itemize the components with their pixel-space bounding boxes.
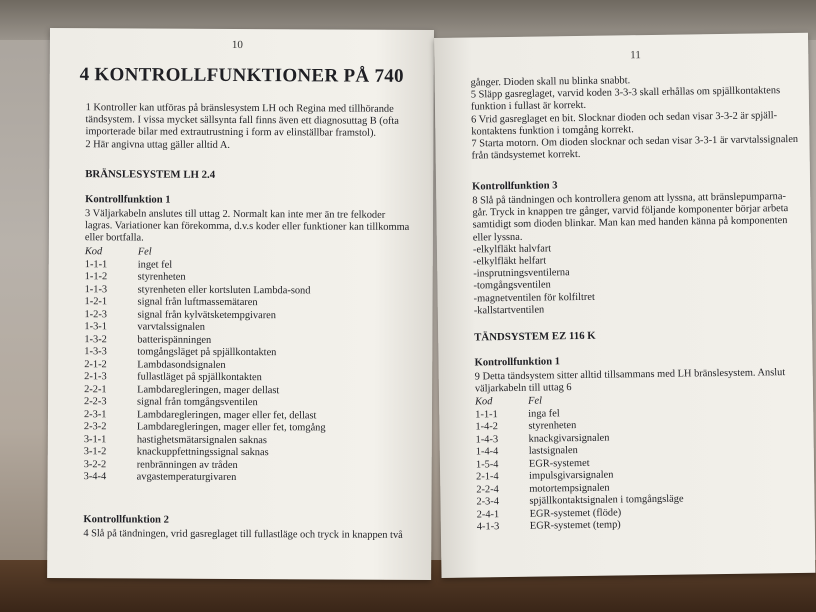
error-description: fullastläget på spjällkontakten <box>137 371 262 384</box>
error-code: 1-4-4 <box>475 446 499 458</box>
intro-line: 1 Kontroller kan utföras på bränslesystem LH och Regina med tillhörande <box>85 102 394 115</box>
error-description: knackgivarsignalen <box>528 432 610 445</box>
error-code: 3-2-2 <box>83 458 107 470</box>
error-code: 2-1-4 <box>476 471 499 483</box>
error-code: 1-1-1 <box>84 258 108 270</box>
intro-line: tändsystem. I vissa mycket sällsynta fall finns även ett diagnosuttag B (ofta <box>85 114 399 128</box>
error-description: EGR-systemet <box>528 457 590 470</box>
top-line: gånger. Dioden skall nu blinka snabbt. <box>470 75 631 89</box>
kf2-title: Kontrollfunktion 2 <box>83 514 169 526</box>
error-code: 3-1-2 <box>83 446 107 458</box>
error-description: knackuppfettningssignal saknas <box>136 446 269 459</box>
error-code: 2-3-4 <box>476 496 500 508</box>
kf3-line: 8 Slå på tändningen och kontrollera genom att lyssna, att bränslepumparna- <box>472 191 786 207</box>
error-description: signal från luftmassemätaren <box>137 296 258 309</box>
error-code: 2-2-3 <box>84 396 107 408</box>
page-number-left: 10 <box>231 38 243 52</box>
page-number-right: 11 <box>630 49 641 62</box>
error-code: 4-1-3 <box>476 521 500 533</box>
kf3-line: -tomgångsventilen <box>473 279 551 292</box>
intro-paragraph <box>85 102 399 152</box>
error-code: 1-3-3 <box>84 346 107 358</box>
error-description: signal från tomgångsventilen <box>137 396 258 409</box>
kf3-title: Kontrollfunktion 3 <box>472 180 558 193</box>
ez-kf1-title: Kontrollfunktion 1 <box>474 356 561 369</box>
page-heading: 4 KONTROLLFUNKTIONER PÅ 740 <box>79 64 404 87</box>
error-code: 2-2-1 <box>84 383 107 395</box>
error-description: impulsgivarsignalen <box>529 469 614 482</box>
intro-line: 2 Här angivna uttag gäller alltid A. <box>85 138 230 151</box>
error-description: varvtalssignalen <box>137 321 205 333</box>
table-header <box>85 246 327 260</box>
kf3-line: -insprutningsventilerna <box>473 267 570 280</box>
error-description: inga fel <box>528 407 560 420</box>
kf1-paragraph <box>85 208 410 246</box>
kf2-line: 4 Slå på tändningen, vrid gasreglaget till fullastläge och tryck in knappen två <box>83 528 403 541</box>
left-page <box>47 28 434 580</box>
error-code: 1-1-2 <box>84 271 108 283</box>
section-heading-lh: BRÄNSLESYSTEM LH 2.4 <box>85 168 216 181</box>
error-code: 2-3-1 <box>83 408 107 420</box>
top-line: 7 Starta motorn. Om dioden slocknar och sedan visar 3-3-1 är varvtalssignalen <box>471 133 799 150</box>
continued-paragraph <box>471 73 799 163</box>
error-description: inget fel <box>137 258 173 271</box>
error-code: 2-3-2 <box>83 421 107 433</box>
kf3-line: eller lyssna. <box>472 231 523 244</box>
ez-kf1-line: väljarkabeln till uttag 6 <box>474 382 572 395</box>
kf3-line: -elkylfläkt halvfart <box>472 243 552 256</box>
error-code: 1-4-3 <box>475 433 499 445</box>
error-code: 1-1-1 <box>475 408 498 420</box>
table-row <box>85 259 327 273</box>
error-code: 1-1-3 <box>84 283 108 295</box>
error-description: Lambdaregleringen, mager eller fet, tomgång <box>136 421 326 434</box>
col-fel-header: Fel <box>137 246 152 258</box>
error-code: 1-3-2 <box>84 333 107 345</box>
error-code: 1-3-1 <box>84 321 107 333</box>
col-fel-header: Fel <box>528 395 543 407</box>
error-description: hastighetsmätarsignalen saknas <box>136 433 268 446</box>
right-page <box>434 33 816 578</box>
error-code: 1-4-2 <box>475 421 499 433</box>
kf3-line: går. Tryck in knappen tre gånger, varvid följande komponenter börjar arbeta <box>472 203 789 219</box>
error-description: styrenheten <box>528 420 577 432</box>
error-description: styrenheten eller kortsluten Lambda-sond <box>137 283 311 296</box>
ez-kf1-line: 9 Detta tändsystem sitter alltid tillsammans med LH bränslesystem. Anslut <box>474 367 786 383</box>
ez-kf1-paragraph <box>475 367 786 396</box>
section-heading-ez: TÄNDSYSTEM EZ 116 K <box>474 329 596 344</box>
error-code: 2-2-4 <box>476 483 499 495</box>
error-description: Lambdaregleringen, mager eller fet, dellast <box>136 408 317 421</box>
error-code: 3-1-1 <box>83 433 107 445</box>
top-line: 6 Vrid gasreglaget en bit. Slocknar dioden och sedan visar 3-3-2 är spjäll- <box>471 109 778 126</box>
error-description: batterispänningen <box>137 333 212 346</box>
error-description: signal från kylvätsketempgivaren <box>137 308 277 321</box>
kf3-paragraph <box>472 191 790 317</box>
error-description: Lambdaregleringen, mager dellast <box>137 383 280 396</box>
error-description: tomgångsläget på spjällkontakten <box>137 346 277 359</box>
error-description: motortempsignalen <box>529 482 610 495</box>
kf1-line: eller bortfalla. <box>84 232 144 244</box>
error-code: 1-5-4 <box>475 458 499 470</box>
error-code-table-left <box>84 246 327 485</box>
col-kod-header: Kod <box>475 396 493 408</box>
error-code: 1-2-1 <box>84 296 108 308</box>
top-line: 5 Släpp gasreglaget, varvid koden 3-3-3 skall erhållas om spjällkontaktens <box>470 85 781 101</box>
error-code: 3-4-4 <box>83 471 107 483</box>
table-row <box>477 519 684 534</box>
kf1-line: 3 Väljarkabeln anslutes till uttag 2. Normalt kan inte mer än tre felkoder <box>84 208 386 221</box>
error-description: spjällkontaktsignalen i tomgångsläge <box>529 493 684 507</box>
error-description: renbränningen av tråden <box>136 458 238 471</box>
top-line: funktion i fullast är korrekt. <box>470 100 587 113</box>
table-row <box>84 471 326 485</box>
error-description: EGR-systemet (flöde) <box>529 506 622 520</box>
error-code-table-right <box>475 394 684 534</box>
col-kod-header: Kod <box>84 246 103 258</box>
kf2-paragraph <box>83 528 402 542</box>
kf1-title: Kontrollfunktion 1 <box>85 194 171 206</box>
kf1-line: lagras. Variationer kan förekomma, d.v.s koder eller funktioner kan tillkomma <box>84 220 410 234</box>
intro-line: importerade bilar med extrautrustning i form av elinställbar framstol). <box>85 126 377 140</box>
error-code: 2-1-3 <box>84 371 107 383</box>
kf3-line: -kallstartventilen <box>473 304 545 317</box>
error-description: styrenheten <box>137 271 186 283</box>
top-line: kontaktens funktion i tomgång korrekt. <box>471 124 634 138</box>
error-description: Lambdasondsignalen <box>137 358 226 371</box>
kf3-line: -magnetventilen för kolfiltret <box>473 291 595 305</box>
error-description: lastsignalen <box>528 445 578 457</box>
error-description: EGR-systemet (temp) <box>529 519 621 532</box>
top-line: från tändsystemet korrekt. <box>471 149 581 162</box>
error-code: 2-1-2 <box>84 358 107 370</box>
kf3-line: -elkylfläkt helfart <box>473 255 547 268</box>
kf3-line: samtidigt som dioden blinkar. Man kan med handen känna på komponenten <box>472 215 788 231</box>
error-code: 2-4-1 <box>476 508 500 520</box>
error-code: 1-2-3 <box>84 308 108 320</box>
error-description: avgastemperaturgivaren <box>136 471 237 483</box>
